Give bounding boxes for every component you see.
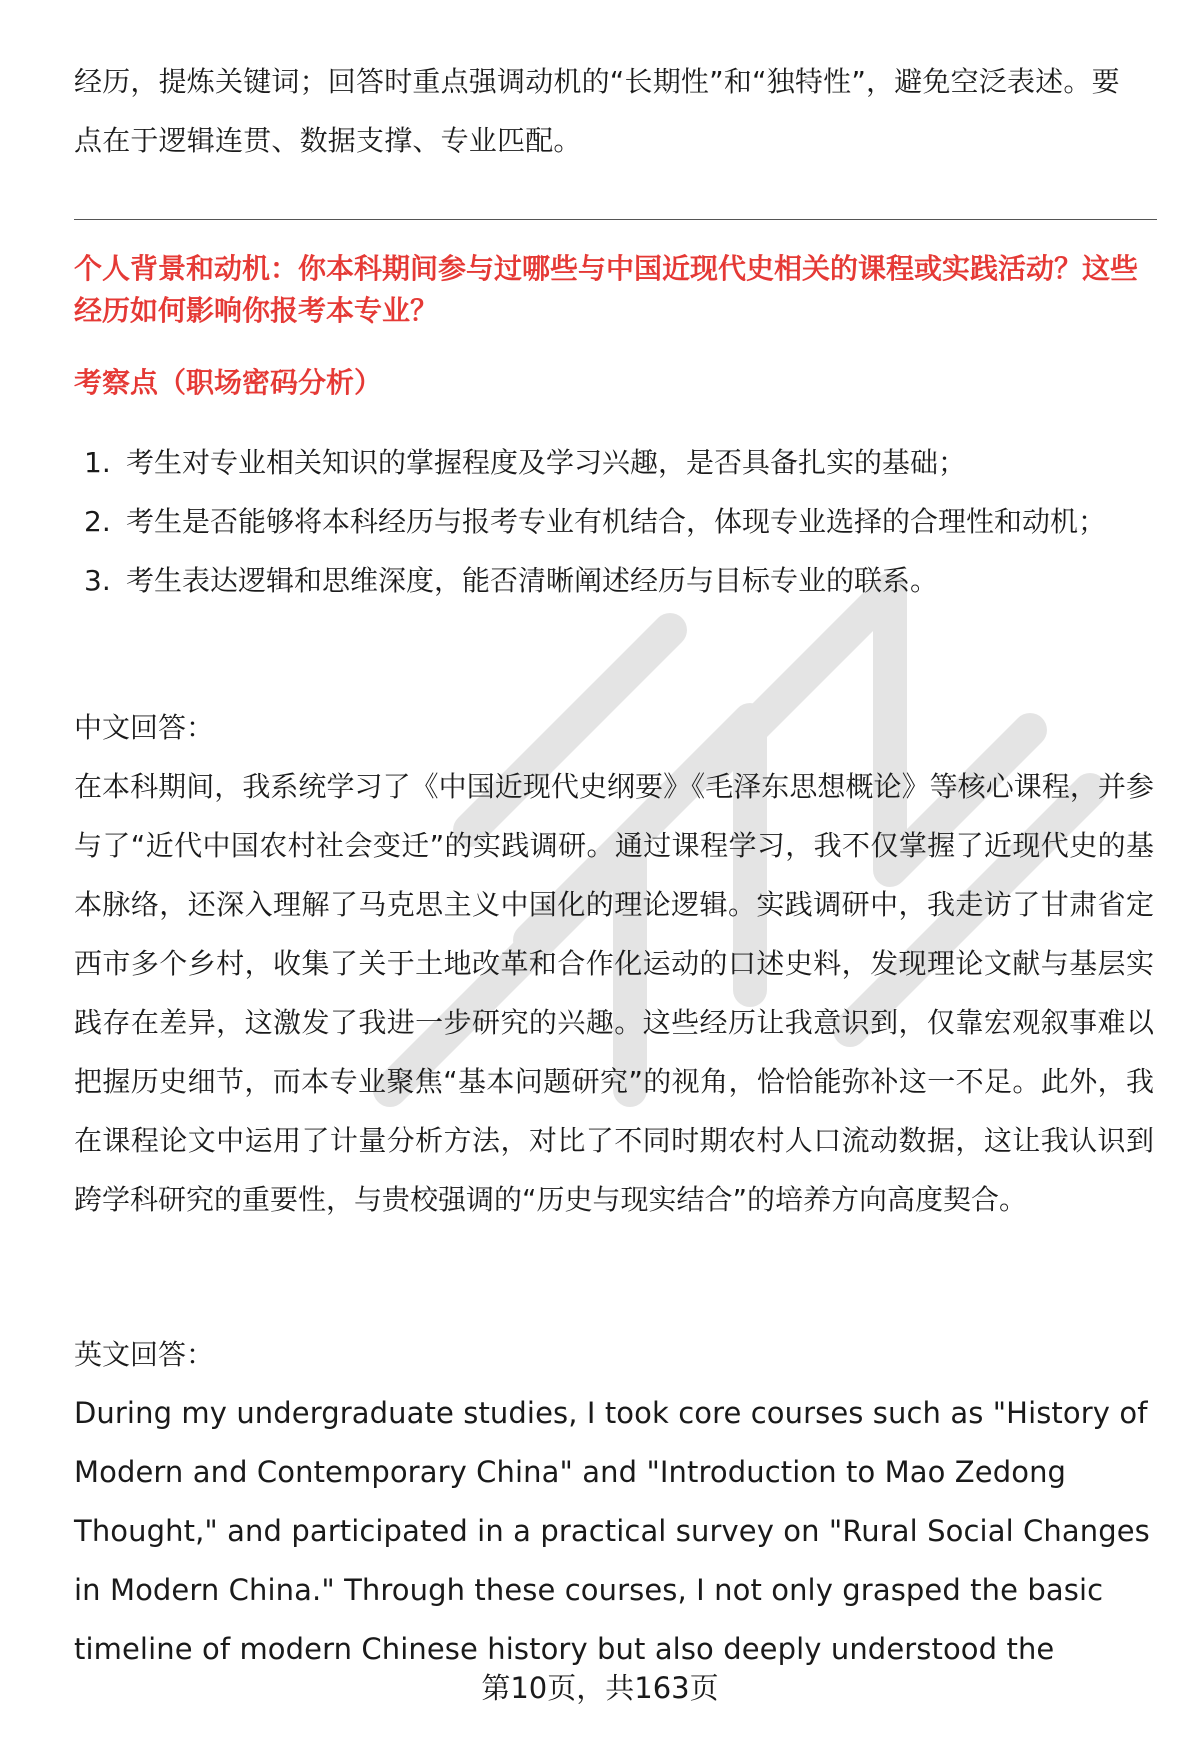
list-number: 1. — [84, 446, 111, 479]
list-text: 考生对专业相关知识的掌握程度及学习兴趣，是否具备扎实的基础； — [126, 446, 967, 479]
english-answer-text: During my undergraduate studies, I took core courses such as "History of Modern and Contemporary China" and "Introduction to Mao Zedong Thought," and participated in a practical survey on "Rural Social Changes in Modern China." Through these courses, I not only grasped the basic timeline of modern Chinese history but also deeply understood the — [74, 1396, 1150, 1666]
list-item — [74, 433, 1154, 492]
chinese-answer-label: 中文回答： — [74, 711, 215, 744]
section-divider — [74, 219, 1157, 220]
intro-paragraph: 经历，提炼关键词；回答时重点强调动机的“长期性”和“独特性”，避免空泛表述。要点在于逻辑连贯、数据支撑、专业匹配。 — [74, 65, 1120, 157]
english-answer-section — [74, 1325, 1154, 1679]
intro-section — [74, 52, 1146, 170]
chinese-answer-section — [74, 698, 1154, 1229]
list-text: 考生表达逻辑和思维深度，能否清晰阐述经历与目标专业的联系。 — [126, 564, 939, 597]
list-item — [74, 492, 1154, 551]
list-item — [74, 551, 1154, 610]
question-title: 个人背景和动机：你本科期间参与过哪些与中国近现代史相关的课程或实践活动？这些经历如何影响你报考本专业？ — [74, 252, 1139, 327]
page-number: 第10页，共163页 — [481, 1671, 719, 1705]
list-number: 3. — [84, 564, 111, 597]
list-text: 考生是否能够将本科经历与报考专业有机结合，体现专业选择的合理性和动机； — [126, 505, 1107, 538]
chinese-answer-text: 在本科期间，我系统学习了《中国近现代史纲要》《毛泽东思想概论》等核心课程，并参与了“近代中国农村社会变迁”的实践调研。通过课程学习，我不仅掌握了近现代史的基本脉络，还深入理解了马克思主义中国化的理论逻辑。实践调研中，我走访了甘肃省定西市多个乡村，收集了关于土地改革和合作化运动的口述史料，发现理论文献与基层实践存在差异，这激发了我进一步研究的兴趣。这些经历让我意识到，仅靠宏观叙事难以把握历史细节，而本专业聚焦“基本问题研究”的视角，恰恰能弥补这一不足。此外，我在课程论文中运用了计量分析方法，对比了不同时期农村人口流动数据，这让我认识到跨学科研究的重要性，与贵校强调的“历史与现实结合”的培养方向高度契合。 — [74, 770, 1154, 1216]
list-number: 2. — [84, 505, 111, 538]
english-answer-label: 英文回答： — [74, 1338, 215, 1371]
examination-heading: 考察点（职场密码分析） — [74, 366, 383, 399]
examination-points — [74, 433, 1154, 610]
